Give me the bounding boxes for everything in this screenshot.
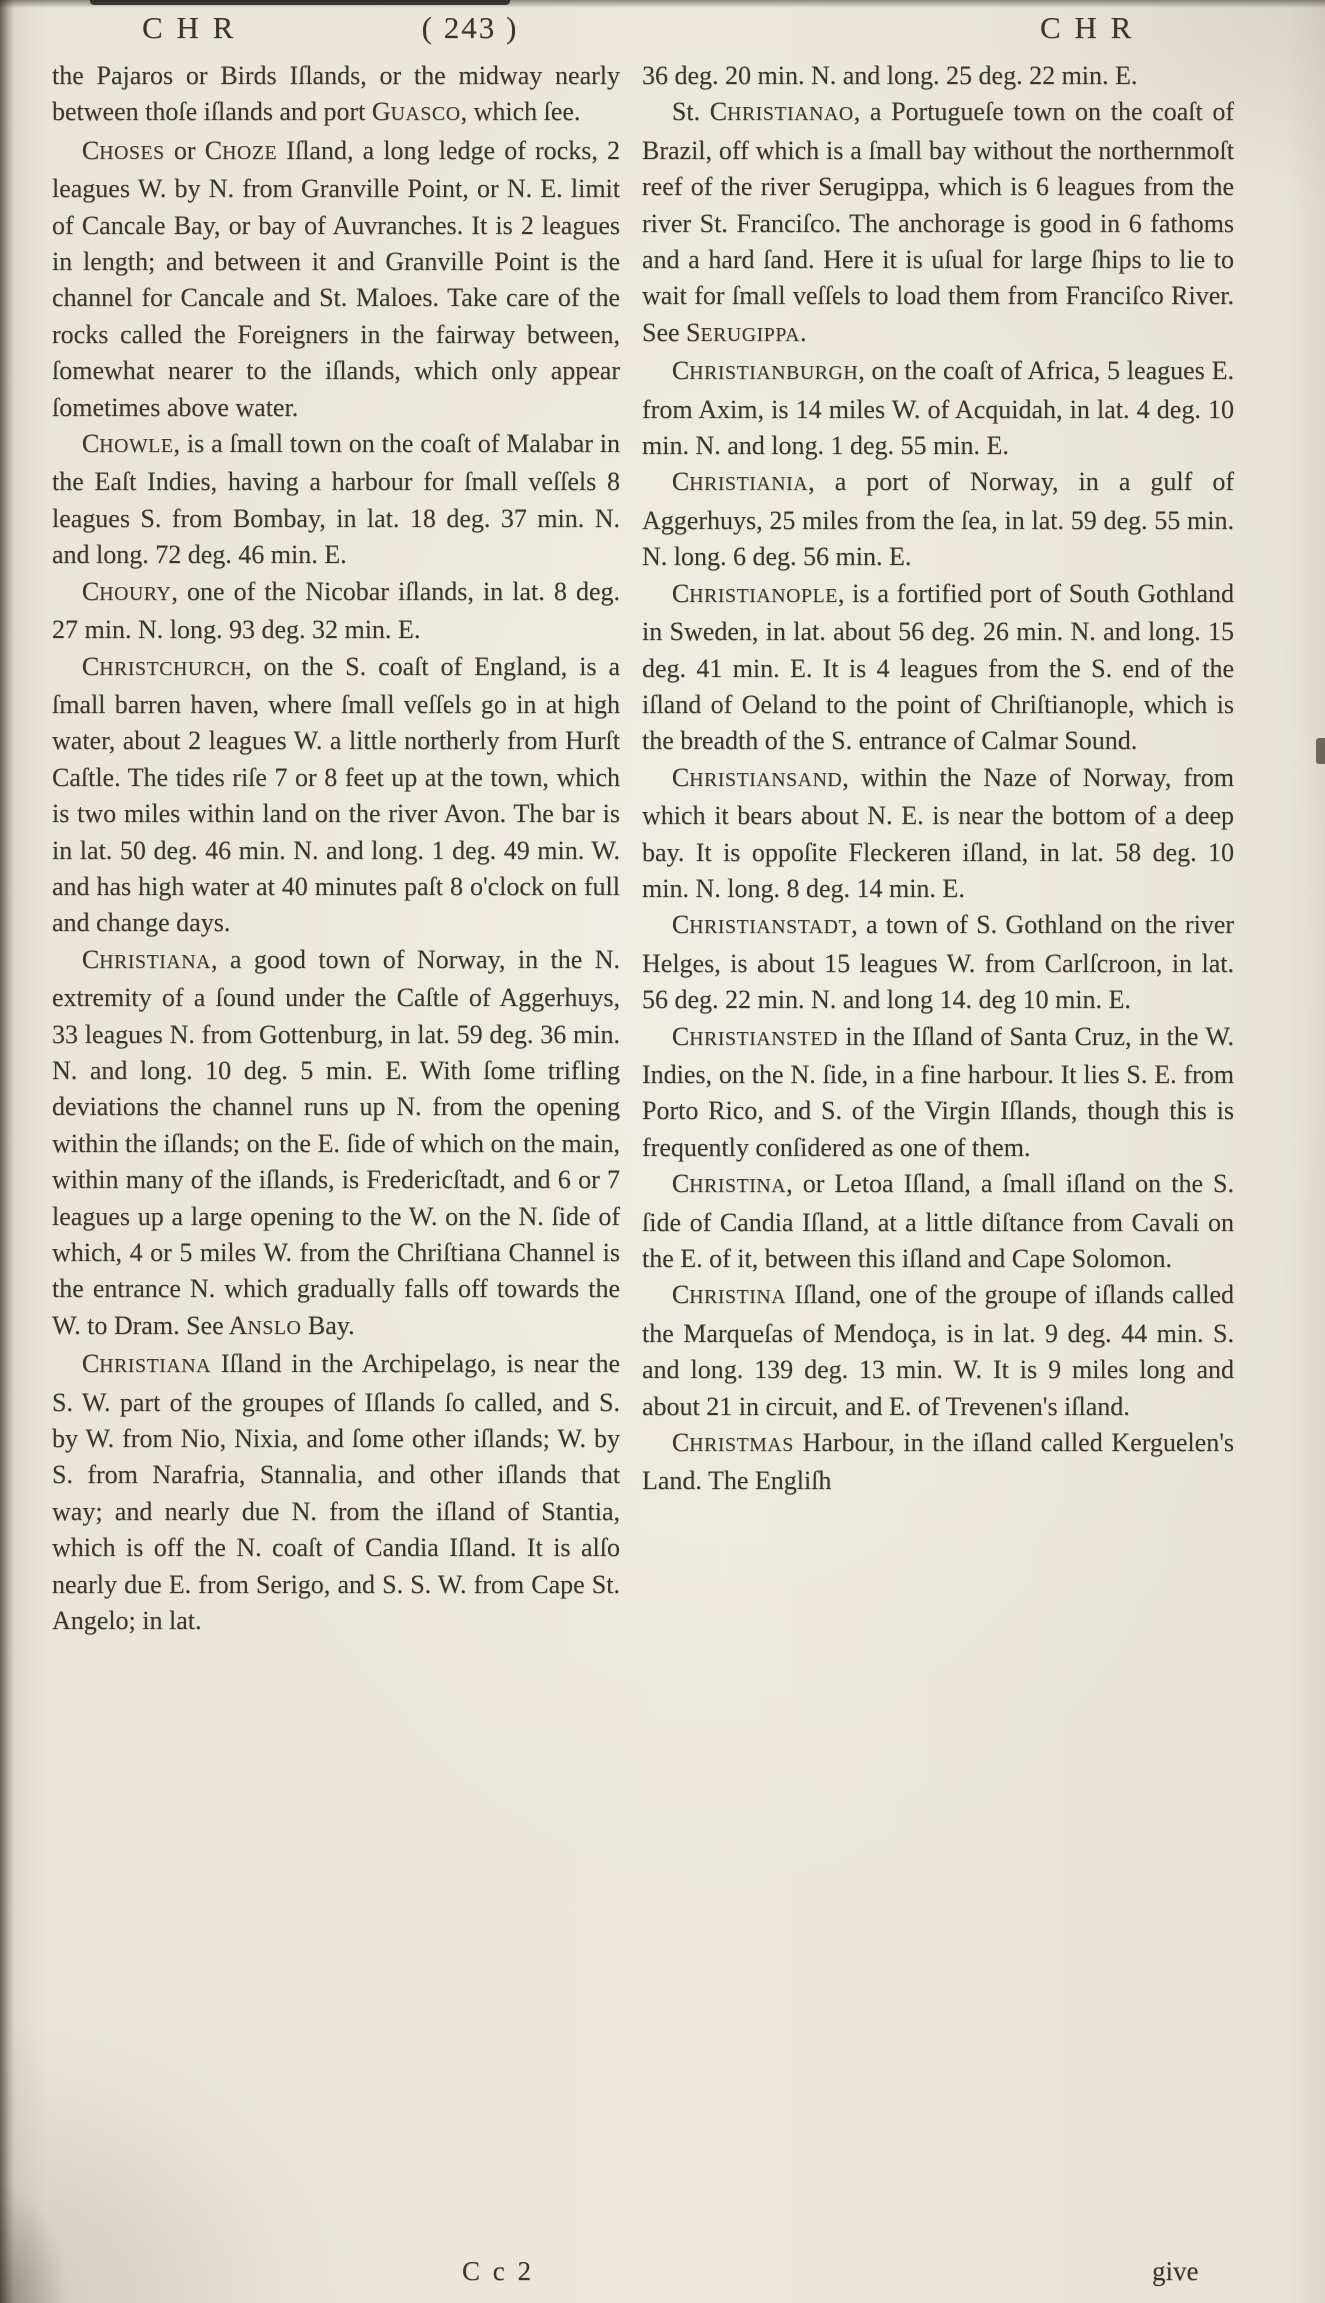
entry-paragraph: CHRISTMAS Harbour, in the iſland called Kerguelen's Land. The Engliſh — [642, 1428, 1234, 1496]
entry-paragraph: CHRISTINA, or Letoa Iſland, a ſmall iſland on the S. ſide of Candia Iſland, at a little diſtance from Cavali on the E. of it, between this iſland and Cape Solomon. — [642, 1169, 1234, 1273]
entry-paragraph: CHRISTIANIA, a port of Norway, in a gulf of Aggerhuys, 25 miles from the ſea, in lat. 59 deg. 55 min. N. long. 6 deg. 56 min. E. — [642, 467, 1234, 572]
entry-paragraph: CHRISTIANA Iſland in the Archipelago, is near the S. W. part of the groupes of Iſlands ſo called, and S. by W. from Nio, Nixia, and ſome other iſlands; W. by S. from Narafria, Stannalia, and other iſlands that way; and nearly due N. from the iſland of Stantia, which is off the N. coaſt of Candia Iſland. It is alſo nearly due E. from Serigo, and S. S. W. from Cape St. Angelo; in lat. — [52, 1349, 620, 1636]
left-column — [52, 58, 620, 1639]
page-number: ( 243 ) — [421, 10, 519, 45]
running-head-left: C H R — [142, 10, 237, 45]
entry-paragraph: 36 deg. 20 min. N. and long. 25 deg. 22 min. E. — [642, 61, 1138, 90]
scan-edge-top-dark — [90, 0, 510, 5]
scan-corner-smudge — [0, 2183, 70, 2303]
running-head-right: C H R — [1040, 10, 1135, 45]
entry-paragraph: CHRISTIANBURGH, on the coaſt of Africa, 5 leagues E. from Axim, is 14 miles W. of Acquidah, in lat. 4 deg. 10 min. N. and long. 1 deg. 55 min. E. — [642, 356, 1234, 461]
entry-paragraph: St. CHRISTIANAO, a Portugueſe town on the coaſt of Brazil, off which is a ſmall bay without the northernmoſt reef of the river Serugippa, which is 6 leagues from the river St. Franciſco. The anchorage is good in 6 fathoms and a hard ſand. Here it is uſual for large ſhips to lie to wait for ſmall veſſels to load them from Franciſco River. See SERUGIPPA. — [642, 97, 1235, 347]
entry-paragraph: CHRISTIANA, a good town of Norway, in the N. extremity of a ſound under the Caſtle of Aggerhuys, 33 leagues N. from Gottenburg, in lat. 59 deg. 36 min. N. and long. 10 deg. 5 min. E. With ſome trifling deviations the channel runs up N. from the opening within the iſlands; on the E. ſide of which on the main, within many of the iſlands, is Fredericſtadt, and 6 or 7 leagues up a large opening to the W. on the N. ſide of which, 4 or 5 miles W. from the Chriſtiana Channel is the entrance N. which gradually falls off towards the W. to Dram. See ANSLO Bay. — [52, 944, 620, 1340]
entry-paragraph: the Pajaros or Birds Iſlands, or the midway nearly between thoſe iſlands and port GUASCO, which ſee. — [52, 61, 620, 127]
catchword: give — [1152, 2256, 1199, 2286]
scan-edge-left — [0, 0, 14, 2303]
signature-mark: C c 2 — [462, 2256, 534, 2286]
entry-paragraph: CHOSES or CHOZE Iſland, a long ledge of rocks, 2 leagues W. by N. from Granville Point, or N. E. limit of Cancale Bay, or bay of Auvranches. It is 2 leagues in length; and between it and Granville Point is the channel for Cancale and St. Maloes. Take care of the rocks called the Foreigners in the fairway between, ſomewhat nearer to the iſlands, which only appear ſometimes above water. — [52, 135, 621, 422]
entry-paragraph: CHRISTIANOPLE, is a fortified port of South Gothland in Sweden, in lat. about 56 deg. 26 min. N. and long. 15 deg. 41 min. E. It is 4 leagues from the S. end of the iſland of Oeland to the point of Chriſtianople, which is the breadth of the S. entrance of Calmar Sound. — [642, 578, 1234, 756]
entry-paragraph: CHRISTCHURCH, on the S. coaſt of England, is a ſmall barren haven, where ſmall veſſels go in at high water, about 2 leagues W. a little northerly from Hurſt Caſtle. The tides riſe 7 or 8 feet up at the town, which is two miles within land on the river Avon. The bar is in lat. 50 deg. 46 min. N. and long. 1 deg. 49 min. W. and has high water at 40 minutes paſt 8 o'clock on full and change days. — [52, 651, 620, 938]
scan-edge-right-mark — [1316, 738, 1325, 764]
entry-paragraph: CHRISTIANSTADT, a town of S. Gothland on the river Helges, is about 15 leagues W. from Carlſcroon, in lat. 56 deg. 22 min. N. and long 14. deg 10 min. E. — [642, 910, 1234, 1015]
right-column — [642, 58, 1234, 1639]
entry-paragraph: CHRISTIANSAND, within the Naze of Norway, from which it bears about N. E. is near the bottom of a deep bay. It is oppoſite Fleckeren iſland, in lat. 58 deg. 10 min. N. long. 8 deg. 14 min. E. — [642, 762, 1234, 903]
entry-paragraph: CHRISTINA Iſland, one of the groupe of iſlands called the Marqueſas of Mendoça, is in lat. 9 deg. 44 min. S. and long. 139 deg. 13 min. W. It is 9 miles long and about 21 in circuit, and E. of Trevenen's iſland. — [642, 1280, 1234, 1421]
entry-paragraph: CHOURY, one of the Nicobar iſlands, in lat. 8 deg. 27 min. N. long. 93 deg. 32 min. E. — [52, 576, 620, 645]
entry-paragraph: CHOWLE, is a ſmall town on the coaſt of Malabar in the Eaſt Indies, having a harbour for ſmall veſſels 8 leagues S. from Bombay, in lat. 18 deg. 37 min. N. and long. 72 deg. 46 min. E. — [52, 429, 620, 570]
entry-paragraph: CHRISTIANSTED in the Iſland of Santa Cruz, in the W. Indies, on the N. ſide, in a fine harbour. It lies S. E. from Porto Rico, and S. of the Virgin Iſlands, though this is frequently conſidered as one of them. — [642, 1021, 1234, 1162]
text-columns — [52, 58, 1234, 1639]
